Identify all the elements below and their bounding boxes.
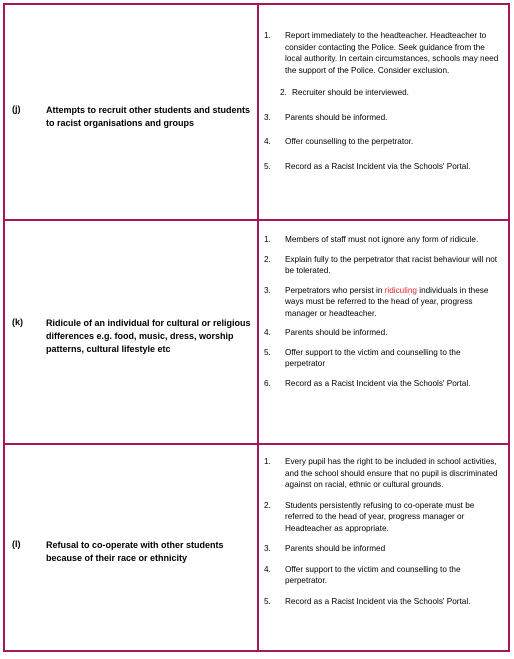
response-actions [264,30,502,172]
list-item: 2. Students persistently refusing to co-operate must be referred to the head of year, progress manager or Headteacher as appropriate. [264,500,475,533]
list-item: 4. Parents should be informed. [264,328,388,337]
row-letter: (k) [12,317,23,327]
incident-description: Refusal to co-operate with other students because of their race or ethnicity [46,540,224,563]
list-item: 6. Record as a Racist Incident via the Schools' Portal. [264,378,471,388]
list-item: 5. Offer support to the victim and counselling to the perpetrator [264,347,461,368]
table-row-l [5,445,508,650]
policy-table [3,3,510,652]
row-letter: (j) [12,104,21,114]
response-actions [264,234,502,389]
list-item: 2. Explain fully to the perpetrator that racist behaviour will not be tolerated. [264,254,498,275]
list-item: 3. Parents should be informed. [264,112,388,122]
list-item: 3. Perpetrators who persist in ridiculing individuals in these ways must be referred to the head of year, progress manager or headteacher. [264,285,489,318]
row-letter: (l) [12,539,21,549]
table-row-k [5,221,508,443]
list-item: 5. Record as a Racist Incident via the Schools' Portal. [264,161,471,171]
list-item: 3. Parents should be informed [264,544,386,553]
list-item: 5. Record as a Racist Incident via the Schools' Portal. [264,596,471,606]
table-row-j [5,5,508,219]
list-item: 1. Members of staff must not ignore any form of ridicule. [264,235,479,244]
list-item: 4. Offer counselling to the perpetrator. [264,137,414,146]
list-item: 1. Every pupil has the right to be included in school activities, and the school should ensure that no pupil is discriminated against on racial, ethnic or cultural grounds. [264,457,498,489]
list-item: 4. Offer support to the victim and counselling to the perpetrator. [264,564,461,585]
highlighted-word: ridiculing [384,285,417,295]
list-item: 2. Recruiter should be interviewed. [280,88,409,97]
incident-description: Ridicule of an individual for cultural or religious differences e.g. food, music, dress, worship patterns, cultural lifestyle etc [46,318,251,354]
list-item: 1. Report immediately to the headteacher. Headteacher to consider contacting the Police. Seek guidance from the local authority. In certain circumstances, schools may need the support of the Police. Consider exclusion. [264,31,499,75]
incident-description: Attempts to recruit other students and students to racist organisations and groups [46,105,251,128]
response-actions [264,456,502,607]
